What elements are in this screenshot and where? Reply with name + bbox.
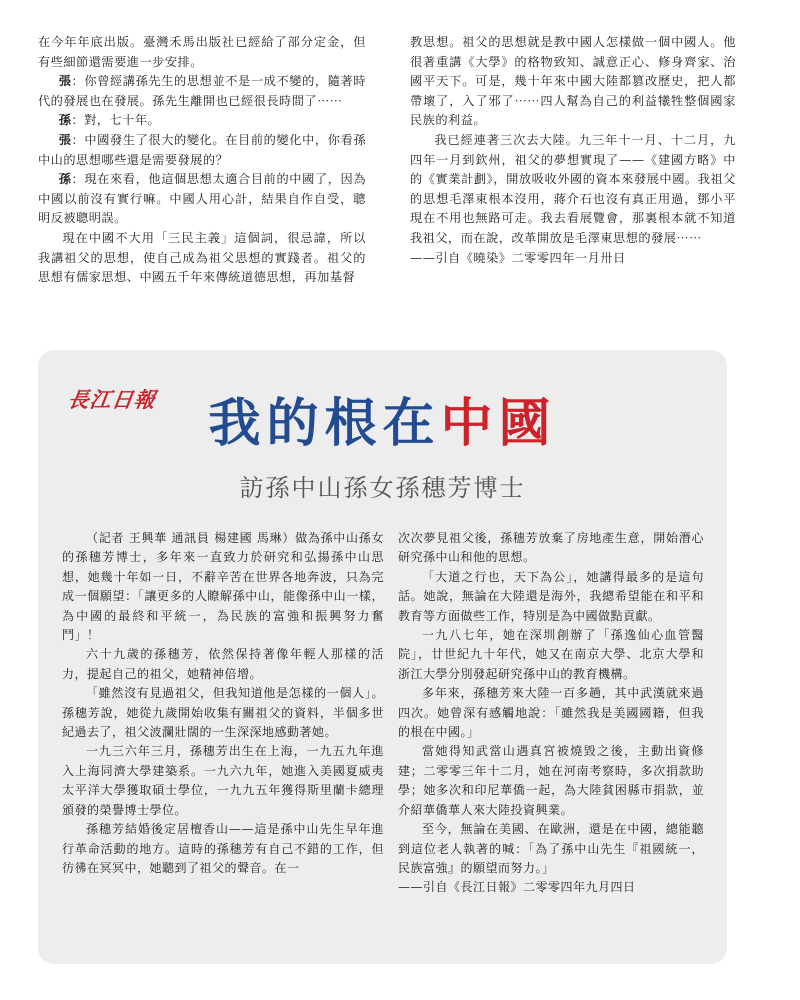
paragraph: 張：中國發生了很大的變化。在目前的變化中，你看孫中山的思想哪些還是需要發展的？ [38, 132, 367, 167]
headline-part-red: 中國 [440, 393, 557, 454]
paragraph: 次次夢見祖父後，孫穗芳放棄了房地產生意，開始潛心研究孫中山和他的思想。 [398, 531, 704, 565]
headline-part-blue: 我的根在 [208, 393, 441, 454]
speaker-label: 孫 [58, 113, 72, 128]
interview-right-column [410, 33, 736, 268]
paragraph: 我已經連著三次去大陸。九三年十一月、十二月，九四年一月到欽州，祖父的夢想實現了——《建國方略》中的《實業計劃》，開放吸收外國的資本來發展中國。我祖父的思想毛澤東根本沒用，蔣介石也沒有真正用過，鄧小平現在不用也無路可走。我去看展覽會，那裏根本就不知道我祖父，而在說，改革開放是毛澤東思想的發展⋯⋯ [410, 132, 736, 245]
paragraph: 教思想。祖父的思想就是教中國人怎樣做一個中國人。他很著重講《大學》的格物致知、誠意正心、修身齊家、治國平天下。可是，幾十年來中國大陸都篡改歷史，把人都帶壞了，入了邪了⋯⋯四人幫為自己的利益犧牲整個國家民族的利益。 [410, 35, 736, 128]
feature-right-column [398, 529, 704, 898]
paragraph: 現在中國不大用「三民主義」這個詞，很忌諱，所以我講祖父的思想，使自己成為祖父思想的實踐者。祖父的思想有儒家思想、中國五千年來傳統道德思想，再加基督 [38, 230, 366, 285]
paragraph: 在今年年底出版。臺灣禾馬出版社已經給了部分定金，但有些細節還需要進一步安排。 [38, 35, 366, 69]
paragraph: 孫穗芳結婚後定居檀香山——這是孫中山先生早年進行革命活動的地方。這時的孫穗芳有自己不錯的工作，但彷彿在冥冥中，她聽到了祖父的聲音。在一 [62, 822, 384, 875]
speaker-label: 張 [58, 132, 72, 147]
paragraph: 當她得知武當山遇真宮被燒毀之後，主動出資修建；二零零三年十二月，她在河南考察時，多次捐款助學；她多次和印尼華僑一起，為大陸貧困縣市捐款，並介紹華僑華人來大陸投資興業。 [398, 744, 704, 817]
paragraph: 至今，無論在美國、在歐洲，還是在中國，總能聽到這位老人執著的喊：「為了孫中山先生『祖國統一，民族富強』的願望而努力。」 [398, 822, 704, 875]
paragraph: 六十九歲的孫穗芳，依然保持著像年輕人那樣的活力，提起自己的祖父，她精神倍增。 [62, 647, 384, 681]
feature-article-panel [38, 350, 727, 964]
paragraph: 多年來，孫穗芳來大陸一百多趟，其中武漢就來過四次。她曾深有感觸地說：「雖然我是美國國籍，但我的根在中國。」 [398, 686, 704, 740]
speaker-label: 張 [58, 74, 72, 89]
paragraph: 「雖然沒有見過祖父，但我知道他是怎樣的一個人」。孫穗芳說，她從九歲開始收集有關祖父的資料，半個多世紀過去了，祖父波瀾壯闊的一生深深地感動著她。 [62, 686, 384, 740]
paragraph: 孫：對，七十年。 [58, 113, 161, 128]
feature-left-column [62, 529, 384, 878]
interview-left-column [38, 33, 366, 288]
source-citation: ——引自《曉染》二零零四年一月卅日 [410, 250, 626, 265]
paragraph: 孫：現在來看，他這個思想太適合目前的中國了，因為中國以前沒有實行嘛。中國人用心計，結果自作自受，聰明反被聰明誤。 [38, 172, 367, 226]
newspaper-logo: 長江日報 [66, 387, 158, 412]
paragraph: 「大道之行也，天下為公」，她講得最多的是這句話。她說，無論在大陸還是海外，我總希望能在和平和教育等方面做些工作，特別是為中國做點貢獻。 [398, 569, 704, 623]
paragraph: 一九三六年三月，孫穗芳出生在上海，一九五九年進入上海同濟大學建築系。一九六九年，她進入美國夏威夷太平洋大學獲取碩士學位，一九九五年獲得斯里蘭卡總理頒發的榮譽博士學位。 [62, 744, 384, 817]
paragraph: 張：你曾經講孫先生的思想並不是一成不變的，隨著時代的發展也在發展。孫先生離開也已經很長時間了⋯⋯ [38, 74, 367, 108]
speaker-label: 孫 [58, 172, 72, 187]
paragraph: （記者 王興華 通訊員 楊建國 馬琳）做為孫中山孫女的孫穗芳博士，多年來一直致力於研究和弘揚孫中山思想，她幾十年如一日，不辭辛苦在世界各地奔波，只為完成一個願望：「讓更多的人瞭解孫中山，能像孫中山一樣，為中國的最終和平統一，為民族的富強和振興努力奮鬥」！ [62, 531, 384, 643]
source-citation: ——引自《長江日報》二零零四年九月四日 [398, 880, 636, 895]
subheadline: 訪孫中山孫女孫穗芳博士 [239, 474, 526, 502]
headline [38, 392, 727, 456]
paragraph: 一九八七年，她在深圳創辦了「孫逸仙心血管醫院」，廿世紀九十年代，她又在南京大學、北京大學和浙江大學分別發起研究孫中山的教育機構。 [398, 628, 704, 681]
